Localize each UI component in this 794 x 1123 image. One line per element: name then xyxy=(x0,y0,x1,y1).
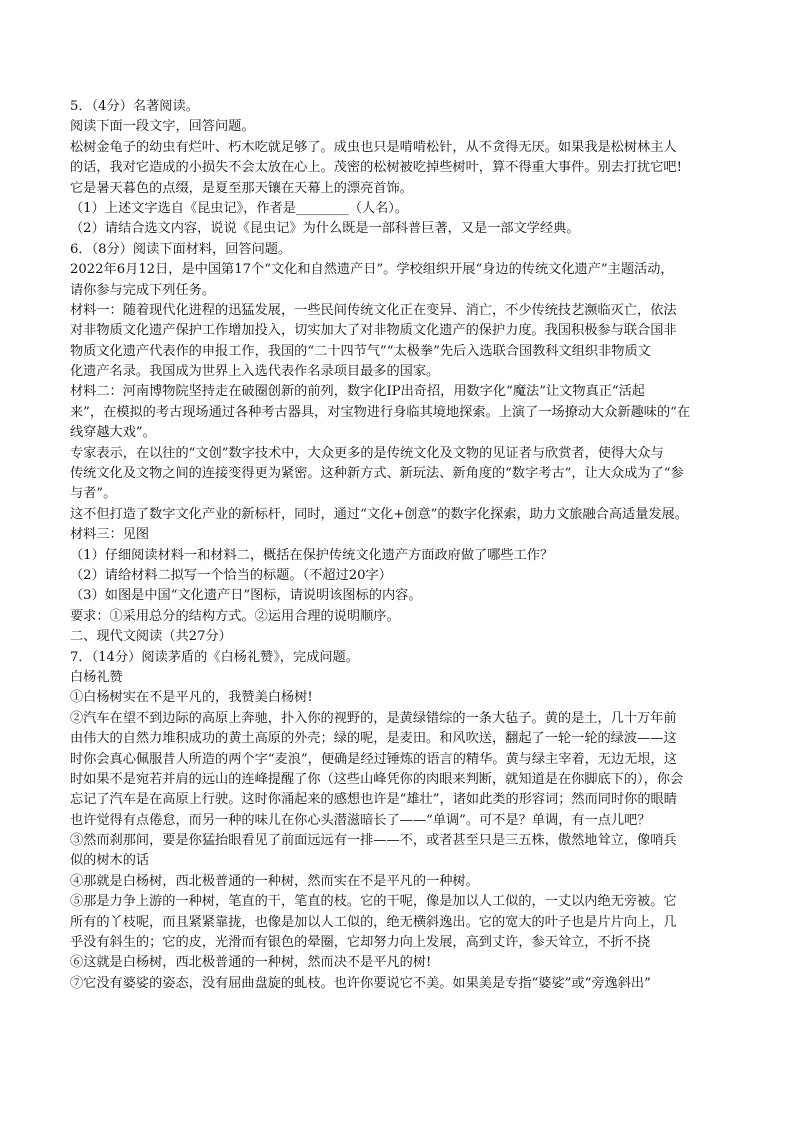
passage-line: 的话，我对它造成的小损失不会太放在心上。茂密的松树被吃掉些树叶，算不得重大事件。别去打扰它吧! xyxy=(70,160,682,176)
question-5-instruction: 阅读下面一段文字，回答问题。 xyxy=(70,119,255,135)
essay-line: ④那就是白杨树，西北极普通的一种树，然而实在不是平凡的一种树。 xyxy=(70,873,479,889)
essay-line: ②汽车在望不到边际的高原上奔驰，扑入你的视野的，是黄绿错综的一条大毡子。黄的是土，几十万年前 xyxy=(70,710,677,726)
requirement-line: 要求：①采用总分的结构方式。②运用合理的说明顺序。 xyxy=(70,608,400,624)
question-6-3: （3）如图是中国“文化遗产日”图标，请说明该图标的内容。 xyxy=(70,588,422,604)
essay-line: 似的树木的话 xyxy=(70,853,150,869)
essay-line: 乎没有斜生的；它的皮，光滑而有银色的晕圈，它却努力向上发展，高到丈许，参天耸立，不折不挠 xyxy=(70,935,651,951)
section-heading: 二、现代文阅读（共27分） xyxy=(70,629,232,645)
question-5-heading: 5．（4分）名著阅读。 xyxy=(70,99,199,114)
passage-line: 松树金龟子的幼虫有烂叶、朽木吃就足够了。成虫也只是啃啃松针，从不贪得无厌。如果我是松树林主人 xyxy=(70,139,677,155)
essay-line: 由伟大的自然力堆积成功的黄土高原的外壳；绿的呢，是麦田。和风吹送，翻起了一轮一轮的绿波——这 xyxy=(70,731,677,747)
passage-line: 它是暑天暮色的点缀，是夏至那天镶在天幕上的漂亮首饰。 xyxy=(70,180,413,196)
essay-line: ③然而刹那间，要是你猛抬眼看见了前面远远有一排——不，或者甚至只是三五株，傲然地耸立，像哨兵 xyxy=(70,833,677,849)
essay-line: 也许觉得有点倦怠，而另一种的味儿在你心头潜滋暗长了——“单调”。可不是？单调，有一点儿吧？ xyxy=(70,812,651,828)
question-5-2: （2）请结合选文内容，说说《昆虫记》为什么既是一部科普巨著，又是一部文学经典。 xyxy=(70,221,580,237)
question-6-intro: 2022年6月12日，是中国第17个“文化和自然遗产日”。学校组织开展“身边的传统文化遗产”主题活动， xyxy=(70,262,674,278)
essay-line: ⑦它没有婆娑的姿态，没有屈曲盘旋的虬枝。也许你要说它不美。如果美是专指“婆娑”或“旁逸斜出” xyxy=(70,975,651,991)
question-6-1: （1）仔细阅读材料一和材料二，概括在保护传统文化遗产方面政府做了哪些工作？ xyxy=(70,547,554,563)
question-6-2: （2）请给材料二拟写一个恰当的标题。（不超过20字） xyxy=(70,567,392,583)
material-2-line: 专家表示，在以往的“文创”数字技术中，大众更多的是传统文化及文物的见证者与欣赏者，使得大众与 xyxy=(70,445,664,461)
material-1-line: 化遗产名录。我国成为世界上入选代表作名录项目最多的国家。 xyxy=(70,364,440,380)
question-5-1: （1）上述文字选自《昆虫记》，作者是________（人名）。 xyxy=(70,200,409,216)
essay-line: 所有的丫枝呢，而且紧紧靠拢，也像是加以人工似的，绝无横斜逸出。它的宽大的叶子也是片片向上，几 xyxy=(70,914,677,930)
essay-line: 时你会真心佩服昔人所造的两个字“麦浪”，便确是经过锤炼的语言的精华。黄与绿主宰着，无边无垠，这 xyxy=(70,751,677,767)
essay-line: ⑥这就是白杨树，西北极普通的一种树，然而决不是平凡的树! xyxy=(70,955,432,971)
document-page xyxy=(70,97,726,994)
material-2-line: 材料二：河南博物院坚持走在破圈创新的前列，数字化IP出奇招，用数字化“魔法”让文物真正“活起 xyxy=(70,384,645,400)
material-1-line: 材料一：随着现代化进程的迅猛发展，一些民间传统文化正在变异、消亡，不少传统技艺濒临灭亡，依法 xyxy=(70,302,677,318)
material-2-line: 来”，在模拟的考古现场通过各种考古器具，对宝物进行身临其境地探索。上演了一场撩动大众新趣味的“在 xyxy=(70,404,691,420)
material-1-line: 对非物质文化遗产保护工作增加投入，切实加大了对非物质文化遗产的保护力度。我国积极参与联合国非 xyxy=(70,323,677,339)
essay-line: 忘记了汽车是在高原上行驶。这时你涌起来的感想也许是“雄壮”，诸如此类的形容词；然而同时你的眼睛 xyxy=(70,792,677,808)
material-2-line: 与者”。 xyxy=(70,486,117,502)
essay-line: ⑤那是力争上游的一种树，笔直的干，笔直的枝。它的干呢，像是加以人工似的，一丈以内绝无旁被。它 xyxy=(70,894,677,910)
question-6-intro: 请你参与完成下列任务。 xyxy=(70,282,216,298)
essay-line: ①白杨树实在不是平凡的，我赞美白杨树! xyxy=(70,690,313,706)
material-2-line: 这不但打造了数字文化产业的新标杆，同时，通过“文化+创意”的数字化探索，助力文旅融合高适量发展。 xyxy=(70,506,688,522)
essay-line: 时如果不是宛若并肩的远山的连峰提醒了你（这些山峰凭你的肉眼来判断，就知道是在你脚底下的），你会 xyxy=(70,771,684,787)
material-2-line: 传统文化及文物之间的连接变得更为紧密。这种新方式、新玩法、新角度的“数字考古”，让大众成为了“参 xyxy=(70,466,684,482)
material-1-line: 物质文化遗产代表作的申报工作，我国的“二十四节气”“太极拳”先后入选联合国教科文组织非物质文 xyxy=(70,343,651,359)
material-3-line: 材料三：见图 xyxy=(70,527,150,543)
question-6-heading: 6．（8分）阅读下面材料，回答问题。 xyxy=(70,241,292,257)
question-7-heading: 7．（14分）阅读茅盾的《白杨礼赞》，完成问题。 xyxy=(70,649,359,665)
material-2-line: 线穿越大戏”。 xyxy=(70,425,156,441)
essay-title: 白杨礼赞 xyxy=(70,669,123,685)
